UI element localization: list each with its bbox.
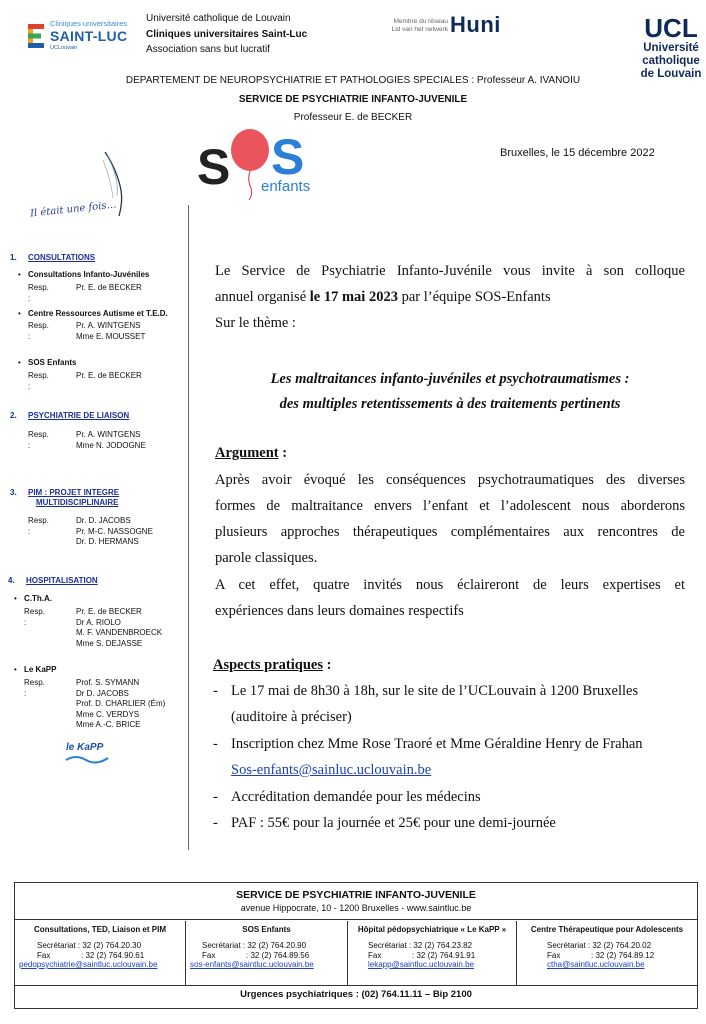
ucl-line1: Université	[643, 42, 699, 54]
intro-line-2	[215, 284, 685, 310]
resp-name: Pr. A. WINTGENS	[76, 430, 141, 439]
argument-line-1: Après avoir évoqué les conséquences psychotraumatiques des diverses	[215, 472, 685, 488]
letter-date: Bruxelles, le 15 décembre 2022	[500, 147, 655, 159]
intro-line-1: Le Service de Psychiatrie Infanto-Juvénile vous invite à son colloque	[215, 263, 685, 279]
section-1-number: 1.	[10, 253, 17, 262]
dash-icon: -	[213, 815, 218, 831]
logo-line3: UCLouvain	[50, 45, 78, 51]
bullet-icon: •	[18, 358, 21, 367]
footer-email-link[interactable]: pedopsychiatrie@saintluc.uclouvain.be	[19, 960, 158, 969]
resp-name: Pr. E. de BECKER	[76, 283, 142, 292]
aspect-3-text: Accréditation demandée pour les médecins	[231, 789, 481, 805]
resp-name: Pr. A. WINTGENS	[76, 321, 141, 330]
huni-tagline-1: Membre du réseau	[393, 18, 448, 25]
footer-divider	[15, 985, 697, 986]
aspect-4-text: PAF : 55€ pour la journée et 25€ pour une demi-journée	[231, 815, 556, 831]
bullet-icon: •	[18, 309, 21, 318]
resp-name: Prof. S. SYMANN	[76, 678, 140, 687]
resp-name: M. F. VANDENBROECK	[76, 628, 163, 637]
resp-label: Resp. :	[28, 371, 49, 391]
consult-item-1-name: Consultations Infanto-Juvéniles	[28, 270, 150, 279]
resp-label: Resp. :	[28, 430, 49, 450]
footer-title: SERVICE DE PSYCHIATRIE INFANTO-JUVENILE	[236, 889, 476, 901]
saint-luc-mark-icon	[28, 24, 46, 48]
resp-name: Dr D. JACOBS	[76, 688, 129, 698]
logo-line1: Cliniques universitaires	[50, 19, 128, 28]
sidebar-tagline: Il était une fois…	[29, 199, 117, 220]
huni-tagline	[380, 18, 448, 34]
footer-secretariat: Secrétariat : 32 (2) 764.20.90	[202, 941, 307, 950]
ucl-line3: de Louvain	[640, 68, 702, 80]
aspects-title: Aspects pratiques	[213, 657, 323, 673]
dash-icon: -	[213, 736, 218, 752]
resp-label: Resp. :	[28, 283, 49, 303]
sos-letter-2: S	[271, 129, 305, 185]
footer-fax-label: Fax	[37, 950, 51, 960]
sos-letter-1: S	[197, 139, 231, 195]
section-4-title: HOSPITALISATION	[26, 576, 98, 585]
sidebar-divider	[188, 205, 189, 850]
footer-col-4	[517, 921, 697, 986]
resp-name: Pr. E. de BECKER	[76, 371, 142, 380]
institution-line-3: Association sans but lucratif	[146, 44, 270, 55]
aspect-2-text: Inscription chez Mme Rose Traoré et Mme Géraldine Henry de Frahan	[231, 736, 643, 752]
ucl-abbr: UCL	[644, 13, 698, 43]
footer-secretariat: Secrétariat : 32 (2) 764.20.02	[547, 941, 652, 950]
footer-fax: : 32 (2) 764.90.61	[81, 950, 145, 960]
logo-line2: SAINT-LUC	[50, 28, 128, 44]
footer-fax-label: Fax	[368, 950, 382, 960]
footer-email-link[interactable]: ctha@saintluc.uclouvain.be	[547, 960, 645, 969]
resp-name: Mme A.-C. BRICE	[76, 720, 141, 729]
ucl-line2: catholique	[642, 55, 700, 67]
hosp-item-2-name: Le KaPP	[24, 665, 57, 674]
service-title: SERVICE DE PSYCHIATRIE INFANTO-JUVENILE	[238, 94, 468, 105]
argument-line-3: plusieurs approches thérapeutiques complémentaires aux rencontres de	[215, 524, 685, 540]
argument-heading	[215, 440, 287, 466]
resp-name: Mme N. JODOGNE	[76, 440, 146, 450]
argument-line-2: formes de maltraitance envers l’enfant et l’adolescent nous aborderons	[215, 498, 685, 514]
theme-line-2: des multiples retentissements à des traitements pertinents	[279, 396, 621, 412]
resp-name: Pr. M-C. NASSOGNE	[76, 526, 153, 536]
footer-col-2	[186, 921, 347, 986]
footer-col-title: Centre Thérapeutique pour Adolescents	[530, 925, 684, 934]
aspect-item-4	[213, 810, 693, 836]
aspects-colon: :	[322, 657, 332, 673]
aspect-item-3	[213, 784, 693, 810]
footer-email-link[interactable]: lekapp@saintluc.uclouvain.be	[368, 960, 474, 969]
intro-text: par l’équipe SOS-Enfants	[397, 289, 551, 305]
resp-label: Resp. :	[28, 321, 49, 341]
sos-enfants-logo	[195, 128, 325, 200]
argument-colon: :	[278, 445, 288, 461]
section-4-number: 4.	[8, 576, 15, 585]
footer-col-3	[348, 921, 516, 986]
aspect-1-subtext: (auditoire à préciser)	[231, 709, 352, 725]
resp-name: Prof. D. CHARLIER (Ém)	[76, 699, 166, 708]
footer-address: avenue Hippocrate, 10 - 1200 Bruxelles - www.saintluc.be	[240, 903, 472, 913]
footer-email-link[interactable]: sos-enfants@saintluc.uclouvain.be	[190, 960, 314, 969]
footer-col-title: SOS Enfants	[242, 925, 291, 934]
footer-fax-label: Fax	[202, 950, 216, 960]
consult-item-2-name: Centre Ressources Autisme et T.E.D.	[28, 309, 168, 318]
resp-label: Resp. :	[24, 678, 45, 698]
sos-subtitle: enfants	[261, 178, 311, 195]
dash-icon: -	[213, 683, 218, 699]
footer-fax: : 32 (2) 764.89.56	[246, 950, 310, 960]
argument-line-4: parole classiques.	[215, 550, 318, 566]
professor-line: Professeur E. de BECKER	[293, 112, 413, 123]
footer-col-1	[15, 921, 185, 986]
consult-item-3-name: SOS Enfants	[28, 358, 77, 367]
resp-name: Dr. D. JACOBS	[76, 516, 131, 525]
dash-icon: -	[213, 789, 218, 805]
footer-fax-label: Fax	[547, 950, 561, 960]
aspects-heading	[213, 652, 331, 678]
saint-luc-logo	[26, 20, 136, 52]
resp-name: Mme E. MOUSSET	[76, 331, 146, 341]
argument-line-5: A cet effet, quatre invités nous éclaireront de leurs expertises et	[215, 577, 685, 593]
section-2-title: PSYCHIATRIE DE LIAISON	[28, 411, 130, 420]
ucl-logo	[636, 14, 706, 81]
institution-line-1: Université catholique de Louvain	[146, 13, 291, 24]
institution-line-2: Cliniques universitaires Saint-Luc	[146, 29, 308, 40]
bullet-icon: •	[14, 594, 17, 603]
resp-label: Resp. :	[28, 516, 49, 536]
bullet-icon: •	[18, 270, 21, 279]
bullet-icon: •	[14, 665, 17, 674]
aspect-item-2	[213, 731, 693, 783]
aspect-item-1	[213, 678, 693, 730]
theme-title	[215, 367, 685, 416]
argument-title: Argument	[215, 445, 279, 461]
section-3-number: 3.	[10, 488, 17, 497]
resp-name: Dr A. RIOLO	[76, 617, 121, 627]
footer-fax: : 32 (2) 764.89.12	[591, 950, 655, 960]
footer-col-title: Hôpital pédopsychiatrique « Le KaPP »	[357, 925, 507, 934]
huni-logo: Huni	[450, 12, 501, 37]
section-1-title: CONSULTATIONS	[28, 253, 96, 262]
footer-box	[14, 882, 698, 1009]
intro-text: annuel organisé	[215, 289, 310, 305]
argument-line-6: expériences dans leurs domaines respectifs	[215, 603, 464, 619]
huni-tagline-2: Lid van het netwerk	[391, 26, 448, 33]
resp-name: Mme S. DEJASSE	[76, 638, 143, 648]
resp-name: Dr. D. HERMANS	[76, 537, 139, 546]
footer-urgences: Urgences psychiatriques : (02) 764.11.11 – Bip 2100	[240, 989, 472, 1000]
aspect-1-text: Le 17 mai de 8h30 à 18h, sur le site de l’UCLouvain à 1200 Bruxelles	[231, 683, 639, 699]
resp-name: Pr. E. de BECKER	[76, 607, 142, 616]
section-2-number: 2.	[10, 411, 17, 420]
footer-secretariat: Secrétariat : 32 (2) 764.23.82	[368, 941, 473, 950]
kapp-logo-text: le KaPP	[66, 742, 104, 753]
event-date: le 17 mai 2023	[309, 289, 398, 305]
department-line: DEPARTEMENT DE NEUROPSYCHIATRIE ET PATHOLOGIES SPECIALES : Professeur A. IVANOIU	[125, 75, 581, 86]
intro-line-3: Sur le thème :	[215, 315, 296, 331]
resp-label: Resp. :	[24, 607, 45, 627]
hosp-item-1-name: C.Th.A.	[24, 594, 52, 603]
footer-secretariat: Secrétariat : 32 (2) 764.20.30	[37, 941, 142, 950]
registration-email-link[interactable]: Sos-enfants@sainluc.uclouvain.be	[231, 762, 432, 778]
footer-col-title: Consultations, TED, Liaison et PIM	[33, 925, 166, 934]
kapp-logo	[64, 740, 110, 766]
resp-name: Mme C. VERDYS	[76, 709, 140, 719]
section-3-title: PIM : PROJET INTEGRE	[28, 488, 120, 497]
theme-line-1: Les maltraitances infanto-juvéniles et psychotraumatismes :	[270, 371, 630, 387]
footer-divider	[15, 919, 697, 920]
section-3-title-2: MULTIDISCIPLINAIRE	[36, 498, 119, 507]
footer-fax: : 32 (2) 764.91.91	[412, 950, 476, 960]
